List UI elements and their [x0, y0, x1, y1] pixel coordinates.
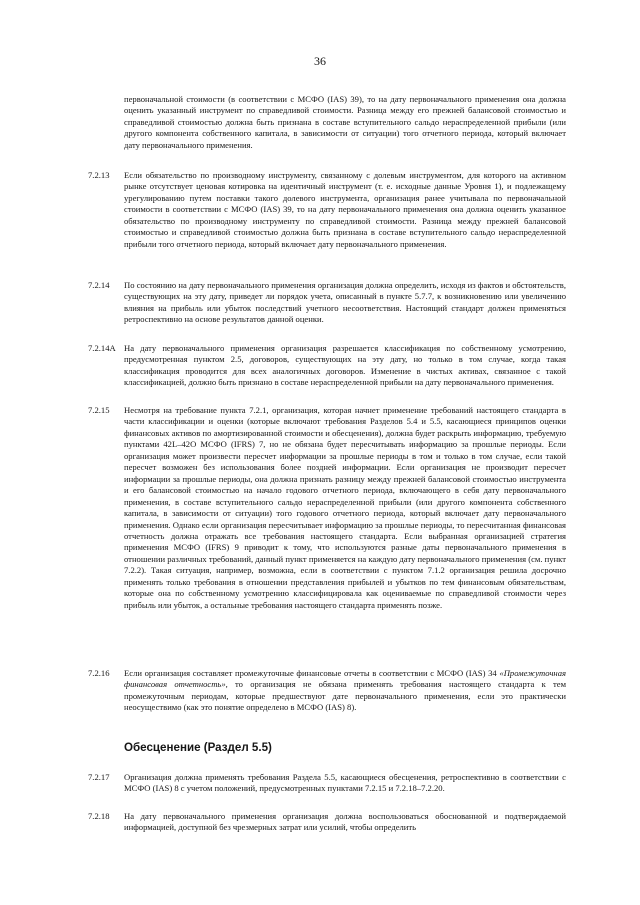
- paragraph-number: 7.2.16: [88, 668, 110, 678]
- paragraph-number: 7.2.15: [88, 405, 110, 415]
- paragraph-text: На дату первоначального применения организация должна воспользоваться обоснованной и подтверждаемой информацией, доступной без чрезмерных затрат или усилий, чтобы определить: [124, 811, 566, 833]
- paragraph-text-start: Если организация составляет промежуточные финансовые отчеты в соответствии с МСФО (IAS) 34: [124, 668, 500, 678]
- page-number: 36: [314, 54, 326, 68]
- paragraph-text-end: , то организация не обязана применять требования настоящего стандарта к тем промежуточным периодам, которые предшествуют дате первоначального применения, если это практически неосуществимо (как это понятие определено в МСФО (IAS) 8).: [124, 679, 567, 713]
- paragraph-number: 7.2.13: [88, 170, 110, 180]
- paragraph-text: Если обязательство по производному инструменту, связанному с долевым инструментом, для которого на активном рынке отсутствует ценовая котировка на идентичный инструмент (т. е. исходные данные Уровня 1), и подлежащему урегулированию путем поставки такого долевого инструмента, организация ранее учитывала по первоначальной стоимости в соответствии с МСФО (IAS) 39, то на дату первоначального применения она должна оценить указанное обязательство по производному инструменту по справедливой стоимости. Разница между прежней балансовой стоимостью и справедливой стоимостью должна быть признана в составе вступительного сальдо нераспределенной прибыли того отчетного периода, который включает дату первоначального применения.: [124, 170, 566, 249]
- paragraph-text: Организация должна применять требования Раздела 5.5, касающиеся обесценения, ретроспективно в соответствии с МСФО (IAS) 8 с учетом положений, предусмотренных пунктами 7.2.15 и 7.2.18–7.2.20.: [124, 772, 566, 794]
- standard-title-italic: «Промежуточная финансовая отчетность»: [124, 668, 566, 690]
- paragraph-text: По состоянию на дату первоначального применения организация должна определить, исходя из фактов и обстоятельств, существующих на эту дату, приведет ли порядок учета, описанный в пункте 5.7.7, к возникновению или увеличению влияния на прибыль или убыток последствий учетного несоответствия. Настоящий стандарт должен применяться ретроспективно на основе результатов данной оценки.: [124, 280, 566, 325]
- section-heading: Обесценение (Раздел 5.5): [124, 741, 272, 754]
- paragraph-number: 7.2.17: [88, 772, 110, 782]
- paragraph-text: Несмотря на требование пункта 7.2.1, организация, которая начнет применение требований настоящего стандарта в части классификации и оценки (которые включают требования Разделов 5.4 и 5.5, касающиеся принципов оценки финансовых активов по амортизированной стоимости и обесценения), должна будет раскрыть информацию, требуемую пунктами 42L–42O МСФО (IFRS) 7, но не обязана будет пересчитывать информацию за прошлые периоды. Если организация может произвести пересчет информации за прошлые периоды в том и только в том случае, если такой пересчет возможен без использования более поздней информации. Если организация не производит пересчет информации за прошлые периоды, она должна признать разницу между прежней балансовой стоимостью инструмента и его балансовой стоимостью на начало годового отчетного периода, включающего в себя дату первоначального применения, в составе вступительного сальдо нераспределенной прибыли (или другого компонента собственного капитала, в зависимости от ситуации) того годового отчетного периода, который включает дату первоначального применения. Однако если организация пересчитывает информацию за прошлые периоды, то пересчитанная финансовая отчетность должна отражать все требования настоящего стандарта. Если выбранная организацией стратегия применения МСФО (IFRS) 9 приводит к тому, что используются разные даты первоначального применения в отношении различных требований, данный пункт применяется на каждую дату первоначального применения (см. пункт 7.2.2). Такая ситуация, например, возможна, если в соответствии с пунктом 7.1.2 организация решила досрочно применять только требования в отношении представления прибылей и убытков по тем финансовым обязательствам, которые она по собственному усмотрению классифицировала как оцениваемые по справедливой стоимости через прибыль или убыток, а остальные требования настоящего стандарта применять позже.: [124, 405, 566, 610]
- paragraph-number: 7.2.14: [88, 280, 110, 290]
- paragraph-number: 7.2.14A: [88, 343, 116, 353]
- paragraph-text: [124, 668, 566, 714]
- intro-paragraph: первоначальной стоимости (в соответствии с МСФО (IAS) 39), то на дату первоначального применения она должна оценить указанный инструмент по справедливой стоимости. Разница между его прежней балансовой стоимостью и справедливой стоимостью должна быть признана в составе вступительного сальдо нераспределенной прибыли (или другого компонента собственного капитала, в зависимости от ситуации) того отчетного периода, который включает дату первоначального применения.: [124, 94, 566, 150]
- paragraph-text: На дату первоначального применения организация разрешается классификация по собственному усмотрению, предусмотренная пунктом 2.5, договоров, существующих на эту дату, но только в том случае, когда такая классификация проводится для всех аналогичных договоров. Изменение в чистых активах, связанное с такой классификацией, должно быть признано в составе нераспределенной прибыли на дату первоначального применения.: [124, 343, 566, 388]
- paragraph-number: 7.2.18: [88, 811, 110, 821]
